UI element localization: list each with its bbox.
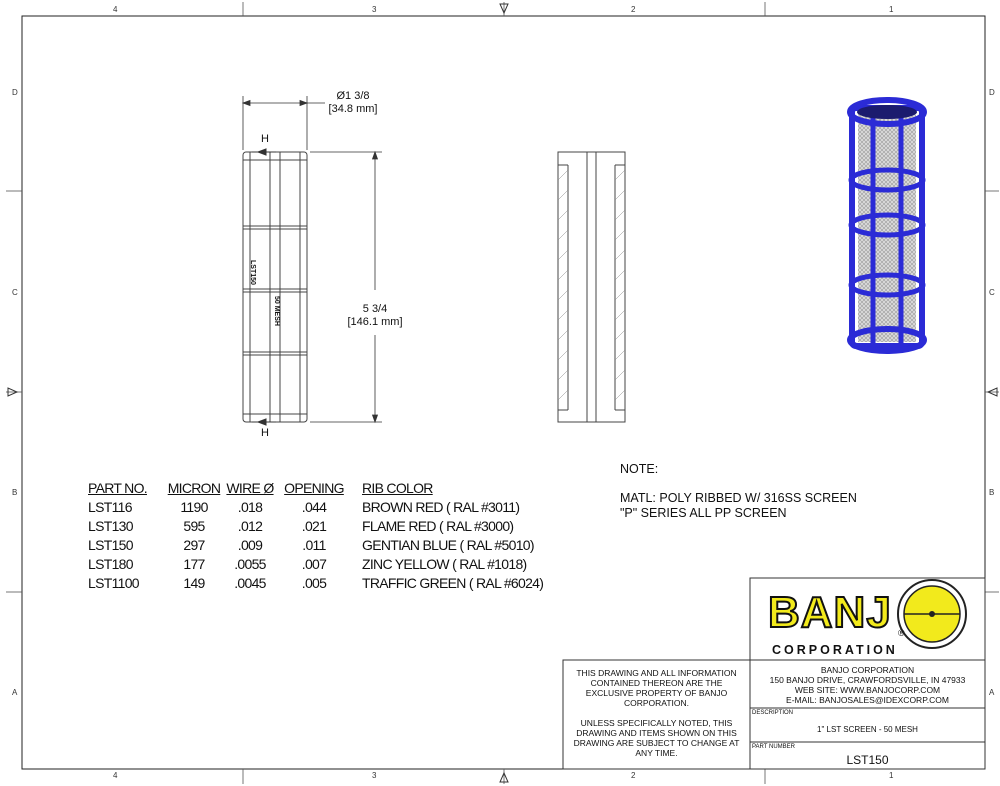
zone-row-right-a: A	[989, 688, 995, 697]
cell-opening: .005	[301, 575, 327, 591]
length-dimension	[340, 303, 410, 329]
zone-row-left-c: C	[12, 288, 18, 297]
company-info	[752, 665, 983, 705]
zone-col-top-2: 2	[631, 5, 636, 14]
cell-wire: .009	[237, 537, 263, 553]
section-label-top: H	[261, 133, 269, 145]
cell-micron: 177	[183, 556, 205, 572]
cell-rib-color: BROWN RED ( RAL #3011)	[362, 499, 520, 515]
section-label-bottom: H	[261, 427, 269, 439]
company-address: 150 BANJO DRIVE, CRAWFORDSVILLE, IN 47933	[769, 675, 966, 685]
cell-rib-color: FLAME RED ( RAL #3000)	[362, 518, 514, 534]
zone-row-right-d: D	[989, 88, 995, 97]
zone-row-right-c: C	[989, 288, 995, 297]
note-heading: NOTE:	[620, 462, 659, 476]
header-rib-color: RIB COLOR	[362, 480, 433, 496]
company-name: BANJO CORPORATION	[820, 665, 915, 675]
logo-text	[768, 590, 892, 636]
zone-col-bottom-3: 3	[372, 771, 377, 780]
cell-part: LST150	[88, 537, 133, 553]
zone-col-top-4: 4	[113, 5, 118, 14]
logo-wordmark: BANJ	[768, 588, 892, 637]
logo-graphic	[898, 580, 966, 648]
cell-part: LST130	[88, 518, 133, 534]
cell-rib-color: TRAFFIC GREEN ( RAL #6024)	[362, 575, 544, 591]
cell-rib-color: GENTIAN BLUE ( RAL #5010)	[362, 537, 534, 553]
cell-part: LST180	[88, 556, 133, 572]
disclaimer-change: UNLESS SPECIFICALLY NOTED, THIS DRAWING AND ITEMS SHOWN ON THIS DRAWING ARE SUBJECT TO CHANGE AT ANY TIME.	[573, 718, 740, 758]
part-number-value: LST150	[846, 753, 889, 767]
cell-part: LST1100	[88, 575, 139, 591]
description-value: 1" LST SCREEN - 50 MESH	[817, 725, 918, 734]
zone-row-right-b: B	[989, 488, 995, 497]
zone-col-bottom-2: 2	[631, 771, 636, 780]
cell-part: LST116	[88, 499, 132, 515]
cell-micron: 1190	[180, 499, 208, 515]
zone-row-left-b: B	[12, 488, 18, 497]
header-part-no: PART NO.	[88, 480, 147, 496]
header-micron: MICRON	[167, 480, 221, 496]
cell-micron: 149	[183, 575, 205, 591]
zone-col-top-1: 1	[889, 5, 894, 14]
zone-row-left-d: D	[12, 88, 18, 97]
diameter-mm: [34.8 mm]	[328, 103, 378, 115]
cell-wire: .012	[237, 518, 263, 534]
zone-col-top-3: 3	[372, 5, 377, 14]
company-email: E-MAIL: BANJOSALES@IDEXCORP.COM	[786, 695, 949, 705]
cell-opening: .021	[301, 518, 327, 534]
zone-col-bottom-4: 4	[113, 771, 118, 780]
cell-wire: .0045	[234, 575, 266, 591]
disclaimer-ownership: THIS DRAWING AND ALL INFORMATION CONTAINED THEREON ARE THE EXCLUSIVE PROPERTY OF BANJO CORPORATION.	[576, 668, 737, 708]
iso-view	[850, 100, 924, 351]
cell-opening: .044	[301, 499, 327, 515]
part-imprint: LST150	[249, 260, 256, 285]
description-label: DESCRIPTION	[752, 710, 794, 716]
zone-col-bottom-1: 1	[889, 771, 894, 780]
logo-registered: ®	[898, 628, 905, 638]
front-view	[243, 152, 307, 422]
mesh-imprint: 50 MESH	[273, 296, 280, 326]
company-web: WEB SITE: WWW.BANJOCORP.COM	[794, 685, 941, 695]
cell-opening: .007	[301, 556, 327, 572]
cell-micron: 595	[183, 518, 205, 534]
header-wire: WIRE Ø	[226, 480, 274, 496]
section-view	[558, 152, 625, 422]
header-opening: OPENING	[284, 480, 344, 496]
note-line-1: MATL: POLY RIBBED W/ 316SS SCREEN	[620, 491, 857, 505]
diameter-dimension	[318, 90, 388, 116]
cell-micron: 297	[183, 537, 205, 553]
part-number-label: PART NUMBER	[752, 744, 796, 750]
note-line-2: "P" SERIES ALL PP SCREEN	[620, 506, 787, 520]
length-mm: [146.1 mm]	[347, 316, 403, 328]
diameter-label: Ø1 3/8	[336, 90, 370, 102]
logo-subtitle: CORPORATION	[772, 643, 898, 657]
length-label: 5 3/4	[362, 303, 388, 315]
cell-wire: .018	[237, 499, 263, 515]
disclaimer	[567, 668, 746, 758]
zone-row-left-a: A	[12, 688, 18, 697]
cell-wire: .0055	[234, 556, 266, 572]
cell-opening: .011	[302, 537, 326, 553]
cell-rib-color: ZINC YELLOW ( RAL #1018)	[362, 556, 527, 572]
